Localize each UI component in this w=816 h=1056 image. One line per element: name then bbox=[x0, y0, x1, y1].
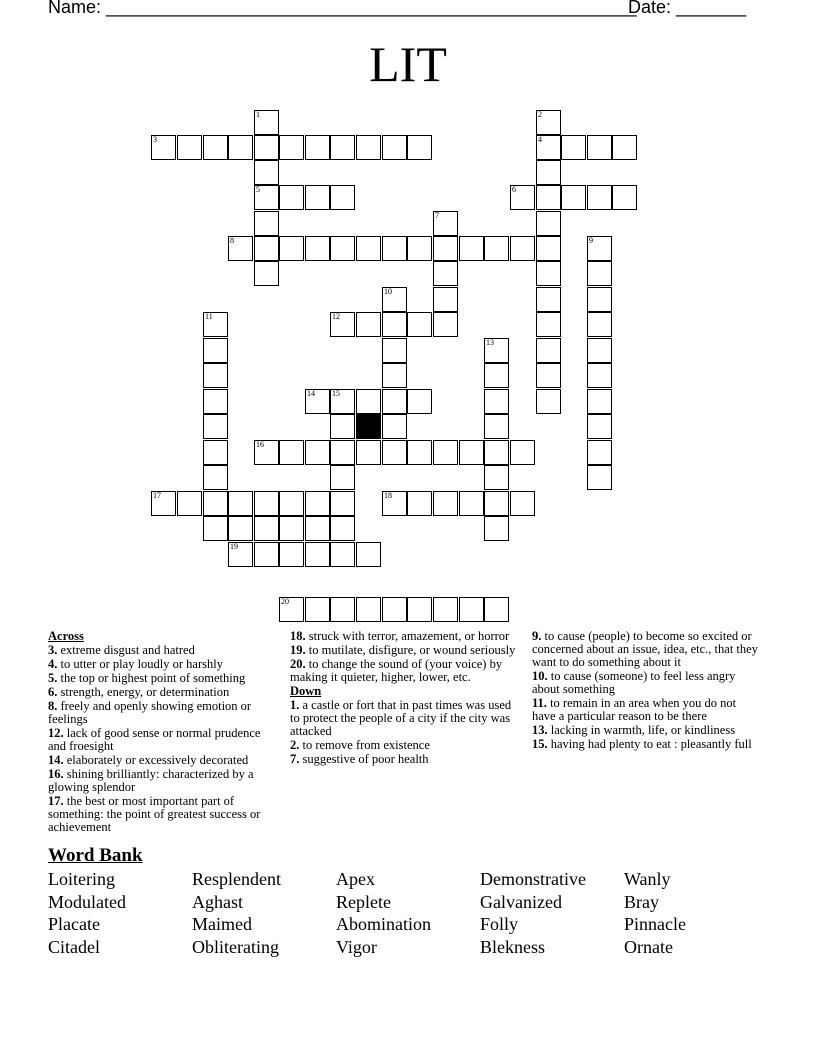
grid-cell-10[interactable] bbox=[382, 287, 407, 312]
clue-text: lack of good sense or normal prudence and froesight bbox=[48, 726, 261, 753]
grid-cell[interactable] bbox=[254, 542, 279, 567]
clue-number: 1 bbox=[256, 110, 260, 119]
grid-cell[interactable] bbox=[459, 597, 484, 622]
grid-cell[interactable] bbox=[587, 414, 612, 439]
clue-text: shining brilliantly: characterized by a glowing splendor bbox=[48, 767, 254, 794]
grid-cell[interactable] bbox=[587, 261, 612, 286]
grid-cell-8[interactable] bbox=[228, 236, 253, 261]
grid-cell[interactable] bbox=[536, 389, 561, 414]
grid-cell[interactable] bbox=[587, 465, 612, 490]
grid-cell[interactable] bbox=[305, 516, 330, 541]
grid-cell[interactable] bbox=[612, 185, 637, 210]
clue-item bbox=[290, 753, 516, 766]
clue-text: to change the sound of (your voice) by making it quieter, higher, lower, etc. bbox=[290, 657, 503, 684]
clue-item bbox=[48, 644, 280, 657]
grid-cell[interactable] bbox=[228, 516, 253, 541]
grid-cell[interactable] bbox=[382, 440, 407, 465]
grid-cell[interactable] bbox=[510, 440, 535, 465]
word-bank-title: Word Bank bbox=[48, 845, 143, 866]
clue-number: 20 bbox=[281, 597, 289, 606]
grid-cell[interactable] bbox=[305, 597, 330, 622]
grid-cell[interactable] bbox=[356, 312, 381, 337]
word-bank-item: Modulated bbox=[48, 891, 126, 912]
clue-item bbox=[532, 630, 762, 669]
grid-cell-15[interactable] bbox=[330, 389, 355, 414]
grid-cell[interactable] bbox=[177, 491, 202, 516]
grid-cell[interactable] bbox=[356, 542, 381, 567]
clue-number: 15. bbox=[532, 737, 548, 751]
grid-cell[interactable] bbox=[484, 414, 509, 439]
clue-number: 13 bbox=[486, 338, 494, 347]
clue-item bbox=[532, 738, 762, 751]
grid-cell[interactable] bbox=[356, 597, 381, 622]
grid-cell[interactable] bbox=[407, 597, 432, 622]
word-bank-item: Pinnacle bbox=[624, 914, 686, 934]
clue-item bbox=[290, 644, 516, 657]
grid-cell[interactable] bbox=[330, 542, 355, 567]
grid-cell-9[interactable] bbox=[587, 236, 612, 261]
clue-item bbox=[290, 699, 516, 738]
word-bank-item: Abomination bbox=[336, 914, 431, 934]
grid-cell[interactable] bbox=[279, 440, 304, 465]
clue-number: 1. bbox=[290, 698, 300, 712]
clue-text: to utter or play loudly or harshly bbox=[57, 657, 223, 671]
grid-cell-3[interactable] bbox=[151, 135, 176, 160]
clue-text: to mutilate, disfigure, or wound seriously bbox=[305, 643, 516, 657]
clue-text: strength, energy, or determination bbox=[57, 685, 230, 699]
grid-cell[interactable] bbox=[330, 491, 355, 516]
grid-cell[interactable] bbox=[382, 236, 407, 261]
grid-cell[interactable] bbox=[484, 236, 509, 261]
clue-text: to cause (people) to become so excited or concerned about an issue, idea, etc., that they want to do something about it bbox=[532, 629, 758, 669]
clue-item bbox=[290, 630, 516, 643]
clue-text: lacking in warmth, life, or kindliness bbox=[547, 723, 736, 737]
grid-cell[interactable] bbox=[536, 287, 561, 312]
clue-number: 14 bbox=[307, 389, 315, 398]
clue-number: 17. bbox=[48, 794, 64, 808]
grid-cell[interactable] bbox=[254, 160, 279, 185]
grid-cell[interactable] bbox=[279, 185, 304, 210]
clue-item bbox=[48, 700, 280, 726]
grid-cell[interactable] bbox=[587, 135, 612, 160]
clue-number: 3 bbox=[153, 135, 157, 144]
clue-item bbox=[48, 795, 280, 834]
grid-cell[interactable] bbox=[587, 338, 612, 363]
grid-cell[interactable] bbox=[203, 363, 228, 388]
grid-cell[interactable] bbox=[407, 135, 432, 160]
grid-cell[interactable] bbox=[330, 516, 355, 541]
grid-cell[interactable] bbox=[612, 135, 637, 160]
clue-number: 7. bbox=[290, 752, 300, 766]
clue-item bbox=[532, 697, 762, 723]
grid-cell[interactable] bbox=[561, 135, 586, 160]
grid-cell-6[interactable] bbox=[510, 185, 535, 210]
grid-cell[interactable] bbox=[536, 338, 561, 363]
grid-cell[interactable] bbox=[305, 491, 330, 516]
grid-cell[interactable] bbox=[382, 597, 407, 622]
clue-number: 12 bbox=[332, 312, 340, 321]
clue-item bbox=[48, 672, 280, 685]
grid-cell[interactable] bbox=[536, 312, 561, 337]
grid-cell[interactable] bbox=[536, 236, 561, 261]
grid-cell[interactable] bbox=[305, 440, 330, 465]
word-bank-item: Citadel bbox=[48, 936, 100, 957]
clue-number: 20. bbox=[290, 657, 306, 671]
grid-cell[interactable] bbox=[407, 491, 432, 516]
clue-number: 17 bbox=[153, 491, 161, 500]
across-heading: Across bbox=[48, 629, 84, 643]
clue-number: 19 bbox=[230, 542, 238, 551]
clue-number: 18. bbox=[290, 629, 306, 643]
word-bank-item: Maimed bbox=[192, 914, 252, 934]
grid-cell[interactable] bbox=[382, 363, 407, 388]
clue-number: 6 bbox=[512, 185, 516, 194]
clue-number: 14. bbox=[48, 753, 64, 767]
grid-cell[interactable] bbox=[382, 414, 407, 439]
clues-column-3 bbox=[532, 630, 762, 752]
clue-item bbox=[532, 670, 762, 696]
word-bank-item: Wanly bbox=[624, 869, 671, 889]
grid-cell[interactable] bbox=[433, 287, 458, 312]
grid-cell[interactable] bbox=[305, 542, 330, 567]
grid-cell[interactable] bbox=[279, 516, 304, 541]
word-bank-item: Resplendent bbox=[192, 869, 281, 889]
clues-column-2 bbox=[290, 630, 516, 767]
clue-text: to remain in an area when you do not have a particular reason to be there bbox=[532, 696, 737, 723]
grid-cell-4[interactable] bbox=[536, 135, 561, 160]
clue-number: 11 bbox=[205, 312, 213, 321]
clue-item bbox=[532, 724, 762, 737]
clue-number: 2. bbox=[290, 738, 300, 752]
word-bank-item: Blekness bbox=[480, 936, 545, 957]
grid-cell[interactable] bbox=[382, 135, 407, 160]
clue-number: 2 bbox=[538, 110, 542, 119]
clue-item bbox=[48, 727, 280, 753]
page-title: LIT bbox=[369, 36, 447, 92]
grid-cell-20[interactable] bbox=[279, 597, 304, 622]
word-bank-item: Loitering bbox=[48, 869, 115, 889]
grid-cell-17[interactable] bbox=[151, 491, 176, 516]
grid-cell-2[interactable] bbox=[536, 110, 561, 135]
grid-cell[interactable] bbox=[536, 363, 561, 388]
date-field[interactable]: Date: _______ bbox=[628, 0, 747, 17]
clue-number: 9 bbox=[589, 236, 593, 245]
clue-text: the top or highest point of something bbox=[57, 671, 246, 685]
clue-number: 8. bbox=[48, 699, 58, 713]
grid-cell[interactable] bbox=[203, 465, 228, 490]
grid-cell[interactable] bbox=[203, 414, 228, 439]
clue-number: 4. bbox=[48, 657, 58, 671]
grid-cell[interactable] bbox=[587, 312, 612, 337]
grid-cell[interactable] bbox=[407, 312, 432, 337]
grid-cell[interactable] bbox=[254, 261, 279, 286]
clue-number: 5 bbox=[256, 185, 260, 194]
grid-cell-16[interactable] bbox=[254, 440, 279, 465]
grid-cell[interactable] bbox=[484, 440, 509, 465]
grid-cell[interactable] bbox=[459, 491, 484, 516]
grid-cell[interactable] bbox=[305, 236, 330, 261]
grid-cell[interactable] bbox=[433, 491, 458, 516]
clue-number: 15 bbox=[332, 389, 340, 398]
clue-number: 11. bbox=[532, 696, 547, 710]
word-bank bbox=[48, 868, 768, 958]
grid-cell[interactable] bbox=[587, 440, 612, 465]
grid-cell[interactable] bbox=[203, 338, 228, 363]
grid-cell-11[interactable] bbox=[203, 312, 228, 337]
grid-cell[interactable] bbox=[536, 261, 561, 286]
clue-number: 12. bbox=[48, 726, 64, 740]
clue-text: struck with terror, amazement, or horror bbox=[305, 629, 510, 643]
grid-cell[interactable] bbox=[510, 491, 535, 516]
grid-cell[interactable] bbox=[305, 185, 330, 210]
grid-cell[interactable] bbox=[561, 185, 586, 210]
grid-cell[interactable] bbox=[433, 236, 458, 261]
grid-cell[interactable] bbox=[228, 491, 253, 516]
grid-cell[interactable] bbox=[330, 465, 355, 490]
clue-text: to cause (someone) to feel less angry about something bbox=[532, 669, 736, 696]
clue-text: having had plenty to eat : pleasantly full bbox=[547, 737, 752, 751]
clue-number: 13. bbox=[532, 723, 548, 737]
grid-cell-12[interactable] bbox=[330, 312, 355, 337]
grid-cell[interactable] bbox=[203, 491, 228, 516]
word-bank-item: Ornate bbox=[624, 936, 673, 957]
grid-cell-13[interactable] bbox=[484, 338, 509, 363]
clue-text: the best or most important part of something: the point of greatest success or achievement bbox=[48, 794, 261, 834]
grid-cell-1[interactable] bbox=[254, 110, 279, 135]
grid-cell[interactable] bbox=[484, 597, 509, 622]
grid-cell[interactable] bbox=[330, 135, 355, 160]
grid-cell[interactable] bbox=[510, 236, 535, 261]
clue-number: 4 bbox=[538, 135, 542, 144]
grid-cell-18[interactable] bbox=[382, 491, 407, 516]
grid-cell[interactable] bbox=[484, 363, 509, 388]
clue-number: 7 bbox=[435, 211, 439, 220]
grid-cell[interactable] bbox=[356, 135, 381, 160]
clue-item bbox=[48, 768, 280, 794]
grid-cell[interactable] bbox=[203, 389, 228, 414]
grid-cell-19[interactable] bbox=[228, 542, 253, 567]
grid-cell[interactable] bbox=[459, 440, 484, 465]
grid-cell[interactable] bbox=[433, 440, 458, 465]
clue-text: suggestive of poor health bbox=[299, 752, 429, 766]
grid-cell[interactable] bbox=[484, 389, 509, 414]
grid-cell[interactable] bbox=[587, 389, 612, 414]
grid-cell[interactable] bbox=[254, 135, 279, 160]
grid-cell[interactable] bbox=[484, 491, 509, 516]
grid-cell[interactable] bbox=[254, 516, 279, 541]
clue-number: 10 bbox=[384, 287, 392, 296]
clue-number: 9. bbox=[532, 629, 542, 643]
grid-cell[interactable] bbox=[330, 236, 355, 261]
word-bank-item: Demonstrative bbox=[480, 869, 586, 889]
clue-number: 3. bbox=[48, 643, 58, 657]
grid-cell-5[interactable] bbox=[254, 185, 279, 210]
grid-cell[interactable] bbox=[203, 516, 228, 541]
grid-cell[interactable] bbox=[433, 261, 458, 286]
grid-cell[interactable] bbox=[254, 236, 279, 261]
clue-number: 8 bbox=[230, 236, 234, 245]
grid-cell[interactable] bbox=[279, 542, 304, 567]
clue-item bbox=[48, 754, 280, 767]
grid-cell[interactable] bbox=[407, 389, 432, 414]
grid-cell[interactable] bbox=[330, 597, 355, 622]
down-heading: Down bbox=[290, 684, 322, 698]
grid-cell[interactable] bbox=[484, 465, 509, 490]
grid-cell[interactable] bbox=[459, 236, 484, 261]
clue-number: 6. bbox=[48, 685, 58, 699]
clue-number: 18 bbox=[384, 491, 392, 500]
word-bank-item: Vigor bbox=[336, 936, 377, 957]
grid-cell[interactable] bbox=[305, 135, 330, 160]
clue-text: to remove from existence bbox=[299, 738, 430, 752]
grid-cell[interactable] bbox=[330, 414, 355, 439]
grid-cell[interactable] bbox=[330, 440, 355, 465]
word-bank-item: Aghast bbox=[192, 891, 243, 912]
grid-cell[interactable] bbox=[433, 312, 458, 337]
grid-cell[interactable] bbox=[330, 185, 355, 210]
word-bank-item: Galvanized bbox=[480, 891, 562, 912]
clue-item bbox=[290, 658, 516, 684]
grid-cell-7[interactable] bbox=[433, 211, 458, 236]
word-bank-item: Bray bbox=[624, 891, 659, 912]
word-bank-item: Folly bbox=[480, 914, 519, 934]
grid-cell[interactable] bbox=[382, 312, 407, 337]
grid-cell-14[interactable] bbox=[305, 389, 330, 414]
grid-cell[interactable] bbox=[536, 211, 561, 236]
grid-cell[interactable] bbox=[587, 363, 612, 388]
grid-cell[interactable] bbox=[382, 338, 407, 363]
grid-cell[interactable] bbox=[203, 135, 228, 160]
word-bank-item: Apex bbox=[336, 869, 375, 889]
grid-cell[interactable] bbox=[407, 440, 432, 465]
clue-number: 19. bbox=[290, 643, 306, 657]
clue-text: extreme disgust and hatred bbox=[57, 643, 195, 657]
grid-cell[interactable] bbox=[279, 135, 304, 160]
grid-cell[interactable] bbox=[484, 516, 509, 541]
clue-number: 5. bbox=[48, 671, 58, 685]
grid-cell[interactable] bbox=[177, 135, 202, 160]
clue-number: 10. bbox=[532, 669, 548, 683]
grid-cell[interactable] bbox=[536, 160, 561, 185]
clue-text: a castle or fort that in past times was used to protect the people of a city if the city was attacked bbox=[290, 698, 512, 738]
clues-column-1 bbox=[48, 630, 280, 835]
grid-cell[interactable] bbox=[587, 287, 612, 312]
clue-item bbox=[290, 739, 516, 752]
word-bank-item: Obliterating bbox=[192, 936, 279, 957]
clue-number: 16 bbox=[256, 440, 264, 449]
grid-cell[interactable] bbox=[228, 135, 253, 160]
clue-number: 16. bbox=[48, 767, 64, 781]
word-bank-item: Replete bbox=[336, 891, 391, 912]
grid-cell[interactable] bbox=[356, 236, 381, 261]
name-field[interactable]: Name: _____________________________________________________ bbox=[48, 0, 637, 17]
grid-cell[interactable] bbox=[536, 185, 561, 210]
grid-cell[interactable] bbox=[356, 440, 381, 465]
black-square bbox=[356, 414, 381, 439]
grid-cell[interactable] bbox=[279, 491, 304, 516]
grid-cell[interactable] bbox=[203, 440, 228, 465]
grid-cell[interactable] bbox=[587, 185, 612, 210]
clue-text: elaborately or excessively decorated bbox=[63, 753, 249, 767]
grid-cell[interactable] bbox=[433, 597, 458, 622]
clue-item bbox=[48, 658, 280, 671]
grid-cell[interactable] bbox=[382, 389, 407, 414]
grid-cell[interactable] bbox=[356, 389, 381, 414]
word-bank-item: Placate bbox=[48, 914, 100, 934]
grid-cell[interactable] bbox=[254, 491, 279, 516]
grid-cell[interactable] bbox=[254, 211, 279, 236]
clue-item bbox=[48, 686, 280, 699]
grid-cell[interactable] bbox=[407, 236, 432, 261]
grid-cell[interactable] bbox=[279, 236, 304, 261]
clue-text: freely and openly showing emotion or feelings bbox=[48, 699, 252, 726]
